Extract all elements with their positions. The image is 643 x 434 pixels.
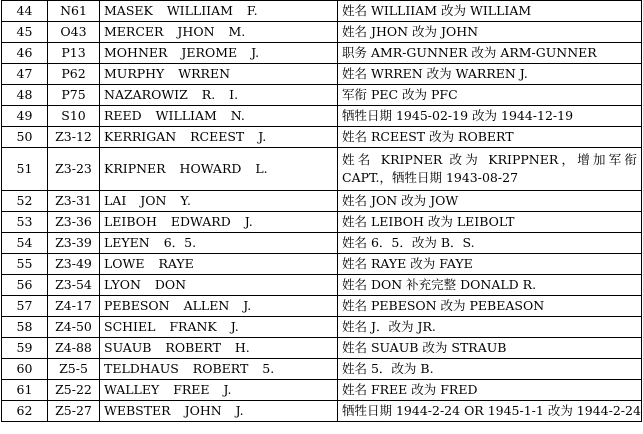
correction-note-cell: 牺牲日期 1944-2-24 OR 1945-1-1 改为 1944-2-24 xyxy=(338,401,642,422)
correction-note-cell: 姓名 DON 补充完整 DONALD R. xyxy=(338,275,642,296)
row-number-cell: 56 xyxy=(2,275,48,296)
table-row xyxy=(2,275,642,296)
row-number-cell: 55 xyxy=(2,254,48,275)
table-row xyxy=(2,296,642,317)
correction-note-cell: 姓名 LEIBOH 改为 LEIBOLT xyxy=(338,212,642,233)
table-row xyxy=(2,254,642,275)
correction-note-cell: 姓名 FREE 改为 FRED xyxy=(338,380,642,401)
correction-note-cell: 职务 AMR-GUNNER 改为 ARM-GUNNER xyxy=(338,43,642,64)
grave-code-cell: Z3-12 xyxy=(48,127,100,148)
table-row xyxy=(2,212,642,233)
correction-note-cell: 姓名 JHON 改为 JOHN xyxy=(338,22,642,43)
name-cell: WEBSTER JOHN J. xyxy=(100,401,338,422)
name-cell: NAZAROWIZ R. I. xyxy=(100,85,338,106)
table-row xyxy=(2,191,642,212)
row-number-cell: 61 xyxy=(2,380,48,401)
grave-code-cell: Z4-50 xyxy=(48,317,100,338)
row-number-cell: 49 xyxy=(2,106,48,127)
grave-code-cell: Z4-88 xyxy=(48,338,100,359)
correction-note-cell: 姓名 RAYE 改为 FAYE xyxy=(338,254,642,275)
table-row xyxy=(2,1,642,22)
row-number-cell: 45 xyxy=(2,22,48,43)
correction-note-cell: 姓名 SUAUB 改为 STRAUB xyxy=(338,338,642,359)
row-number-cell: 51 xyxy=(2,148,48,191)
table-row xyxy=(2,64,642,85)
correction-note-cell: 姓名 WILLIIAM 改为 WILLIAM xyxy=(338,1,642,22)
table-row xyxy=(2,233,642,254)
row-number-cell: 53 xyxy=(2,212,48,233)
row-number-cell: 44 xyxy=(2,1,48,22)
name-cell: LYON DON xyxy=(100,275,338,296)
table-row xyxy=(2,127,642,148)
grave-code-cell: Z3-31 xyxy=(48,191,100,212)
name-cell: KRIPNER HOWARD L. xyxy=(100,148,338,191)
table-row xyxy=(2,85,642,106)
row-number-cell: 46 xyxy=(2,43,48,64)
grave-code-cell: Z3-36 xyxy=(48,212,100,233)
name-cell: LEIBOH EDWARD J. xyxy=(100,212,338,233)
grave-code-cell: Z5-27 xyxy=(48,401,100,422)
correction-note-cell: 姓名 RCEEST 改为 ROBERT xyxy=(338,127,642,148)
table-row xyxy=(2,148,642,191)
table-row xyxy=(2,380,642,401)
row-number-cell: 60 xyxy=(2,359,48,380)
corrections-table-body xyxy=(2,1,642,422)
name-cell: WALLEY FREE J. xyxy=(100,380,338,401)
name-cell: PEBESON ALLEN J. xyxy=(100,296,338,317)
table-row xyxy=(2,317,642,338)
name-cell: TELDHAUS ROBERT 5. xyxy=(100,359,338,380)
grave-code-cell: Z5-5 xyxy=(48,359,100,380)
name-cell: MOHNER JEROME J. xyxy=(100,43,338,64)
table-row xyxy=(2,401,642,422)
name-cell: REED WILLIAM N. xyxy=(100,106,338,127)
name-cell: SUAUB ROBERT H. xyxy=(100,338,338,359)
grave-code-cell: Z4-17 xyxy=(48,296,100,317)
row-number-cell: 62 xyxy=(2,401,48,422)
grave-code-cell: N61 xyxy=(48,1,100,22)
row-number-cell: 47 xyxy=(2,64,48,85)
correction-note-cell: 姓名 JON 改为 JOW xyxy=(338,191,642,212)
grave-code-cell: P13 xyxy=(48,43,100,64)
correction-note-cell: 姓名 PEBESON 改为 PEBEASON xyxy=(338,296,642,317)
table-row xyxy=(2,106,642,127)
name-cell: LAI JON Y. xyxy=(100,191,338,212)
grave-code-cell: S10 xyxy=(48,106,100,127)
name-cell: MASEK WILLIIAM F. xyxy=(100,1,338,22)
table-row xyxy=(2,359,642,380)
row-number-cell: 52 xyxy=(2,191,48,212)
correction-note-cell: 姓名 KRIPNER 改为 KRIPPNER，增加军衔 CAPT.，牺牲日期 1943-08-27 xyxy=(338,148,642,191)
grave-code-cell: Z5-22 xyxy=(48,380,100,401)
grave-code-cell: O43 xyxy=(48,22,100,43)
name-cell: KERRIGAN RCEEST J. xyxy=(100,127,338,148)
name-cell: SCHIEL FRANK J. xyxy=(100,317,338,338)
name-cell: MURPHY WRREN xyxy=(100,64,338,85)
name-cell: LOWE RAYE xyxy=(100,254,338,275)
grave-code-cell: Z3-23 xyxy=(48,148,100,191)
table-row xyxy=(2,22,642,43)
row-number-cell: 50 xyxy=(2,127,48,148)
name-cell: MERCER JHON M. xyxy=(100,22,338,43)
grave-code-cell: P75 xyxy=(48,85,100,106)
correction-note-cell: 姓名 6．5．改为 B．S. xyxy=(338,233,642,254)
row-number-cell: 54 xyxy=(2,233,48,254)
row-number-cell: 59 xyxy=(2,338,48,359)
correction-note-cell: 牺牲日期 1945-02-19 改为 1944-12-19 xyxy=(338,106,642,127)
grave-code-cell: Z3-49 xyxy=(48,254,100,275)
row-number-cell: 57 xyxy=(2,296,48,317)
grave-code-cell: P62 xyxy=(48,64,100,85)
row-number-cell: 58 xyxy=(2,317,48,338)
name-cell: LEYEN 6．5. xyxy=(100,233,338,254)
correction-note-cell: 军衔 PEC 改为 PFC xyxy=(338,85,642,106)
grave-code-cell: Z3-39 xyxy=(48,233,100,254)
correction-note-cell: 姓名 5．改为 B. xyxy=(338,359,642,380)
corrections-table xyxy=(1,0,642,422)
correction-note-cell: 姓名 J．改为 JR. xyxy=(338,317,642,338)
table-row xyxy=(2,338,642,359)
correction-note-cell: 姓名 WRREN 改为 WARREN J. xyxy=(338,64,642,85)
table-row xyxy=(2,43,642,64)
row-number-cell: 48 xyxy=(2,85,48,106)
grave-code-cell: Z3-54 xyxy=(48,275,100,296)
